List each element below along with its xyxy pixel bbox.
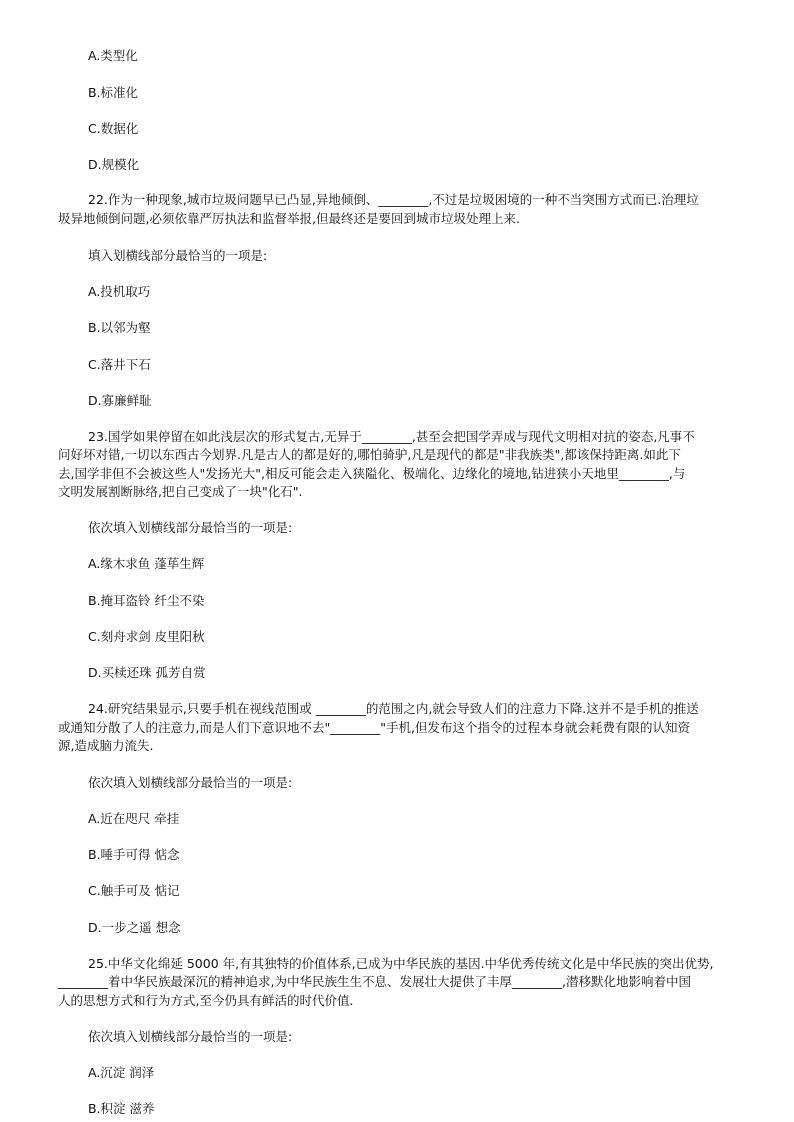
q22-option-c: C.落井下石	[88, 357, 151, 372]
q25-stem-line-3: 人的思想方式和行为方式,至今仍具有鲜活的时代价值.	[58, 993, 354, 1008]
q24-stem-line-1: 24.研究结果显示,只要手机在视线范围或 ________的范围之内,就会导致人们的注意力下降.这并不是手机的推送	[88, 701, 699, 716]
q21-option-b: B.标准化	[88, 85, 139, 100]
q25-instruction: 依次填入划横线部分最恰当的一项是:	[88, 1029, 293, 1044]
q25-stem-line-2: ________着中华民族最深沉的精神追求,为中华民族生生不息、发展壮大提供了丰厚________,潜移默化地影响着中国	[58, 974, 691, 989]
q23-stem-line-1: 23.国学如果停留在如此浅层次的形式复古,无异于________,甚至会把国学弄成与现代文明相对抗的姿态,凡事不	[88, 429, 695, 444]
q22-option-d: D.寡廉鲜耻	[88, 393, 152, 408]
q21-option-d: D.规模化	[88, 157, 140, 172]
q23-stem-line-2: 问好坏对错,一切以东西古今划界.凡是古人的都是好的,哪怕骑驴,凡是现代的都是"非我族类",都该保持距离.如此下	[58, 447, 681, 462]
q23-instruction: 依次填入划横线部分最恰当的一项是:	[88, 520, 293, 535]
q21-option-a: A.类型化	[88, 48, 138, 63]
q22-option-a: A.投机取巧	[88, 284, 151, 299]
q25-stem-line-1: 25.中华文化绵延 5000 年,有其独特的价值体系,已成为中华民族的基因.中华优秀传统文化是中华民族的突出优势,	[88, 956, 714, 971]
q22-stem-line-2: 圾异地倾倒问题,必须依靠严厉执法和监督举报,但最终还是要回到城市垃圾处理上来.	[58, 211, 520, 226]
q24-option-b: B.唾手可得 惦念	[88, 847, 180, 862]
q23-option-b: B.掩耳盗铃 纤尘不染	[88, 593, 205, 608]
q23-option-c: C.刻舟求剑 皮里阳秋	[88, 629, 205, 644]
q24-option-d: D.一步之遥 想念	[88, 920, 181, 935]
q22-option-b: B.以邻为壑	[88, 320, 151, 335]
q24-option-a: A.近在咫尺 牵挂	[88, 811, 180, 826]
q24-stem-line-3: 源,造成脑力流失.	[58, 738, 154, 753]
q23-option-d: D.买椟还珠 孤芳自赏	[88, 665, 206, 680]
q23-stem-line-3: 去,国学非但不会被这些人"发扬光大",相反可能会走入狭隘化、极端化、边缘化的境地,钻进狭小天地里________,与	[58, 466, 686, 481]
q24-instruction: 依次填入划横线部分最恰当的一项是:	[88, 775, 293, 790]
q22-instruction: 填入划横线部分最恰当的一项是:	[88, 248, 268, 263]
q23-option-a: A.缘木求鱼 蓬荜生辉	[88, 556, 205, 571]
q25-option-a: A.沉淀 润泽	[88, 1065, 155, 1080]
q21-option-c: C.数据化	[88, 121, 139, 136]
q23-stem-line-4: 文明发展割断脉络,把自己变成了一块"化石".	[58, 484, 303, 499]
q24-option-c: C.触手可及 惦记	[88, 883, 180, 898]
q22-stem-line-1: 22.作为一种现象,城市垃圾问题早已凸显,异地倾倒、________,不过是垃圾困境的一种不当突围方式而已.治理垃	[88, 192, 699, 207]
q24-stem-line-2: 或通知分散了人的注意力,而是人们下意识地不去"________"手机,但发布这个指令的过程本身就会耗费有限的认知资	[58, 720, 690, 735]
q25-option-b: B.积淀 滋养	[88, 1101, 155, 1116]
